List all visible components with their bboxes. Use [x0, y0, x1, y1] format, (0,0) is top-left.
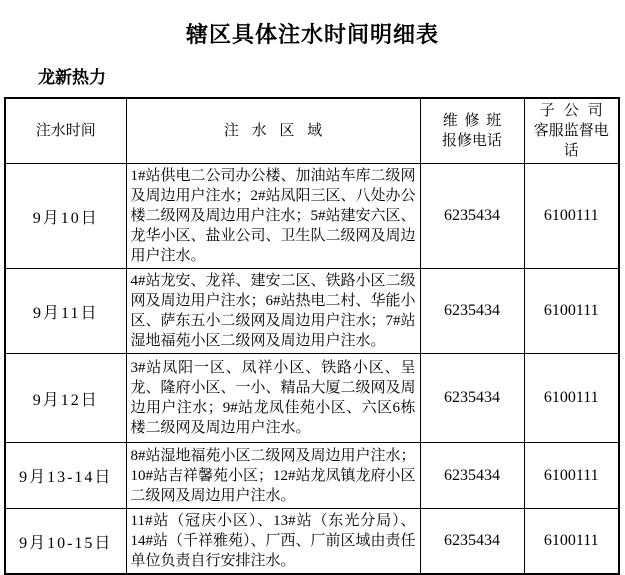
header-area: [126, 98, 420, 164]
repair-phone-cell: 6235434: [420, 354, 524, 443]
area-cell: 4#站龙安、龙祥、建安二区、铁路小区二级网及周边用户注水；6#站热电二村、华能小区、萨东五小二级网及周边用户注水；7#站湿地福苑小区二级网及周边用户注水。: [126, 269, 420, 354]
service-phone-cell: 6100111: [524, 509, 619, 575]
header-repair-line1: 维修班: [442, 113, 508, 129]
header-time: 注水时间: [5, 98, 126, 164]
time-cell: 9月10-15日: [5, 509, 126, 575]
repair-phone-cell: 6235434: [420, 269, 524, 354]
area-cell: 1#站供电二公司办公楼、加油站车库二级网及周边用户注水；2#站凤阳三区、八处办公楼二级网及周边用户注水；5#站建安六区、龙华小区、盐业公司、卫生队二级网及周边用户注水。: [126, 164, 420, 269]
table-row: [5, 509, 619, 575]
table-row: [5, 443, 619, 509]
service-phone-cell: 6100111: [524, 269, 619, 354]
table-row: [5, 164, 619, 269]
header-repair-line2: 报修电话: [441, 133, 502, 149]
injection-schedule-table: [4, 97, 620, 575]
repair-phone-cell: 6235434: [420, 164, 524, 269]
header-area-label: 注水区域: [223, 123, 335, 139]
time-cell: 9月13-14日: [5, 443, 126, 509]
time-cell: 9月11日: [5, 269, 126, 354]
table-row: [5, 269, 619, 354]
service-phone-cell: 6100111: [524, 443, 619, 509]
header-row: [5, 98, 619, 164]
header-service-phone: [524, 98, 619, 164]
service-phone-cell: 6100111: [524, 354, 619, 443]
time-cell: 9月10日: [5, 164, 126, 269]
service-phone-cell: 6100111: [524, 164, 619, 269]
time-cell: 9月12日: [5, 354, 126, 443]
table-row: [5, 354, 619, 443]
area-cell: 8#站湿地福苑小区二级网及周边用户注水；10#站吉祥馨苑小区；12#站龙凤镇龙府小区二级网及周边用户注水。: [126, 443, 420, 509]
area-cell: 11#站（冠庆小区）、13#站（东光分局）、14#站（千祥雅苑）、厂西、厂前区域由责任单位负责自行安排注水。: [126, 509, 420, 575]
company-subtitle: 龙新热力: [38, 68, 106, 87]
repair-phone-cell: 6235434: [420, 509, 524, 575]
page-title: 辖区具体注水时间明细表: [185, 22, 439, 47]
area-cell: 3#站凤阳一区、凤祥小区、铁路小区、呈龙、隆府小区、一小、精品大厦二级网及周边用户注水；9#站龙凤佳苑小区、六区6栋楼二级网及周边用户注水。: [126, 354, 420, 443]
repair-phone-cell: 6235434: [420, 443, 524, 509]
header-repair-phone: [420, 98, 524, 164]
header-service-line1: 子公司: [539, 103, 612, 119]
header-service-line2: 客服监督电话: [533, 123, 609, 159]
